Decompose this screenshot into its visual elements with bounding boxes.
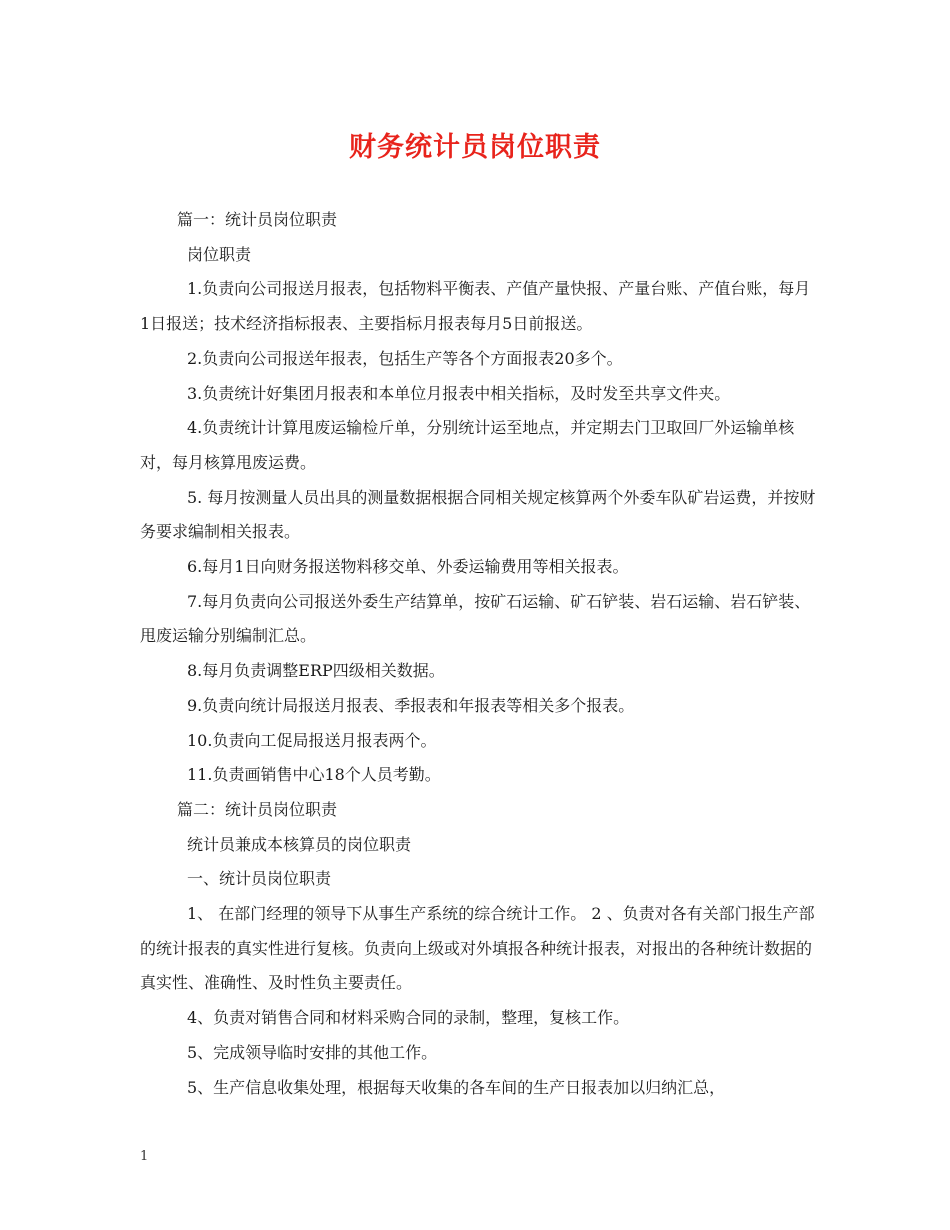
list-item: 9.负责向统计局报送月报表、季报表和年报表等相关多个报表。 [187, 695, 635, 715]
list-item: 1、 在部门经理的领导下从事生产系统的综合统计工作。 2 、负责对各有关部门报生产部的统计报表的真实性进行复核。负责向上级或对外填报各种统计报表，对报出的各种统计数据的真实性、准确性、及时性负主要责任。 [140, 904, 815, 993]
document-title: 财务统计员岗位职责 [349, 132, 601, 163]
list-item: 4.负责统计计算甩废运输检斤单，分别统计运至地点，并定期去门卫取回厂外运输单核对，每月核算甩废运费。 [140, 418, 795, 472]
subsection-heading: 统计员兼成本核算员的岗位职责 [187, 834, 412, 854]
list-item: 6.每月1日向财务报送物料移交单、外委运输费用等相关报表。 [187, 557, 629, 577]
list-item: 10.负责向工促局报送月报表两个。 [187, 730, 437, 750]
list-item: 7.每月负责向公司报送外委生产结算单，按矿石运输、矿石铲装、岩石运输、岩石铲装、甩废运输分别编制汇总。 [140, 591, 811, 646]
list-item: 5. 每月按测量人员出具的测量数据根据合同相关规定核算两个外委车队矿岩运费，并按财务要求编制相关报表。 [140, 487, 816, 542]
subsection-heading: 一、统计员岗位职责 [187, 869, 332, 889]
section-heading: 篇一：统计员岗位职责 [177, 210, 338, 229]
list-item: 8.每月负责调整ERP四级相关数据。 [187, 661, 445, 681]
list-item: 1.负责向公司报送月报表，包括物料平衡表、产值产量快报、产量台账、产值台账，每月1日报送；技术经济指标报表、主要指标月报表每月5日前报送。 [140, 279, 811, 334]
list-item: 4、负责对销售合同和材料采购合同的录制，整理，复核工作。 [187, 1008, 630, 1028]
page-number: 1 [140, 1149, 149, 1164]
list-item: 2.负责向公司报送年报表，包括生产等各个方面报表20多个。 [187, 348, 623, 368]
document-body [140, 203, 820, 1105]
list-item: 11.负责画销售中心18个人员考勤。 [187, 765, 441, 785]
list-item: 5、生产信息收集处理，根据每天收集的各车间的生产日报表加以归纳汇总， [187, 1077, 726, 1097]
subsection-heading: 岗位职责 [187, 244, 252, 264]
section-heading: 篇二：统计员岗位职责 [177, 799, 338, 819]
list-item: 3.负责统计好集团月报表和本单位月报表中相关指标，及时发至共享文件夹。 [187, 383, 731, 403]
list-item: 5、完成领导临时安排的其他工作。 [187, 1042, 438, 1062]
